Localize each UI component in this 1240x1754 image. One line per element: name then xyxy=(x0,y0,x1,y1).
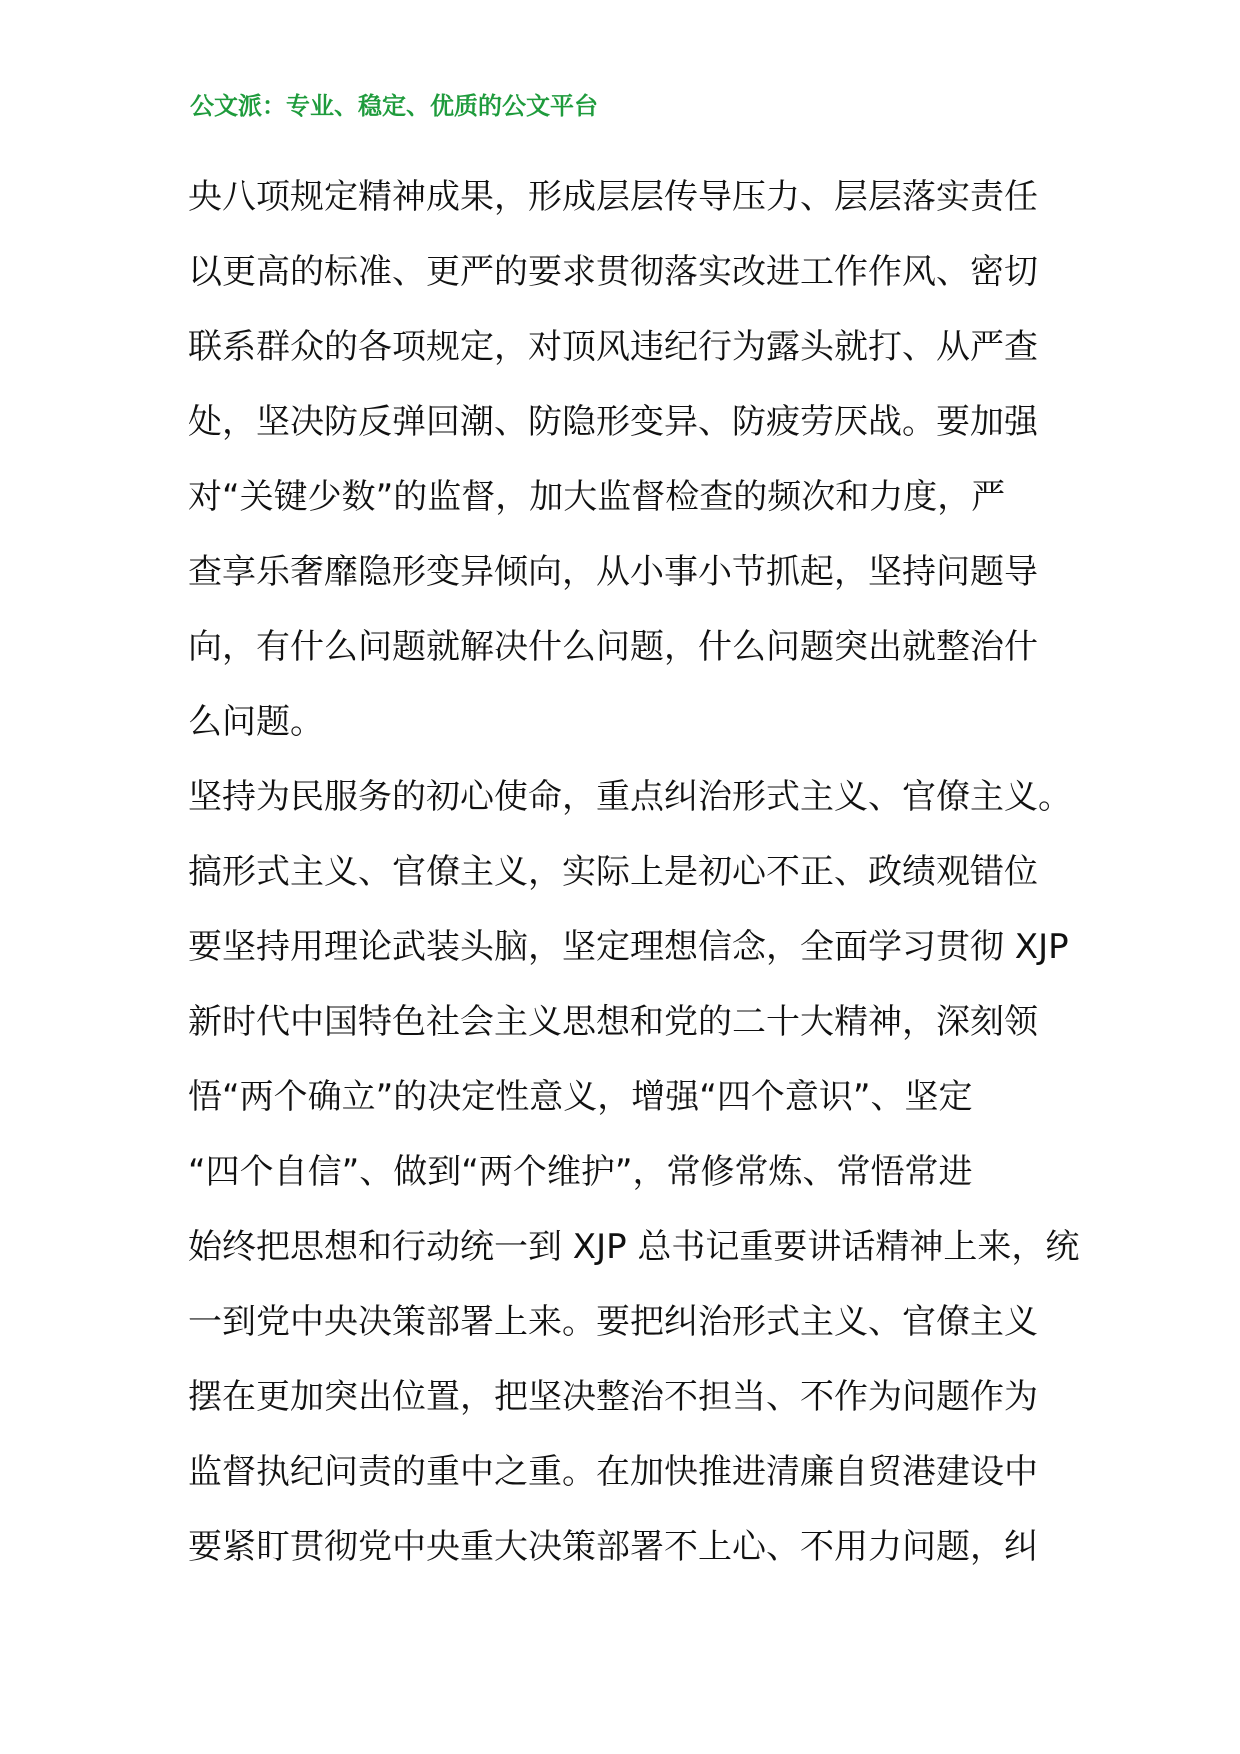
site-header: 公文派：专业、稳定、优质的公文平台 xyxy=(190,92,598,120)
text-line: 新时代中国特色社会主义思想和党的二十大精神，深刻领 xyxy=(188,1002,1038,1042)
text-line: 对“关键少数”的监督，加大监督检查的频次和力度，严 xyxy=(188,477,1006,517)
text-line: 以更高的标准、更严的要求贯彻落实改进工作作风、密切 xyxy=(188,252,1038,292)
text-line: 要坚持用理论武装头脑，坚定理想信念，全面学习贯彻 XJP xyxy=(188,927,1069,967)
text-line: 悟“两个确立”的决定性意义，增强“四个意识”、坚定 xyxy=(188,1077,973,1117)
text-line: 一到党中央决策部署上来。要把纠治形式主义、官僚主义 xyxy=(188,1302,1038,1342)
text-line: 坚持为民服务的初心使命，重点纠治形式主义、官僚主义。 xyxy=(188,777,1072,817)
text-line: 向，有什么问题就解决什么问题，什么问题突出就整治什 xyxy=(188,627,1038,667)
text-line: 要紧盯贯彻党中央重大决策部署不上心、不用力问题，纠 xyxy=(188,1527,1038,1567)
document-body xyxy=(188,160,1080,1585)
text-line: 处，坚决防反弹回潮、防隐形变异、防疲劳厌战。要加强 xyxy=(188,402,1038,442)
text-line: 搞形式主义、官僚主义，实际上是初心不正、政绩观错位 xyxy=(188,852,1038,892)
text-line: 监督执纪问责的重中之重。在加快推进清廉自贸港建设中 xyxy=(188,1452,1038,1492)
text-line: 联系群众的各项规定，对顶风违纪行为露头就打、从严查 xyxy=(188,327,1038,367)
text-line: 央八项规定精神成果，形成层层传导压力、层层落实责任 xyxy=(188,177,1038,217)
text-line: 始终把思想和行动统一到 XJP 总书记重要讲话精神上来，统 xyxy=(188,1227,1080,1267)
text-line: 么问题。 xyxy=(188,702,324,742)
text-line: 摆在更加突出位置，把坚决整治不担当、不作为问题作为 xyxy=(188,1377,1038,1417)
text-line: 查享乐奢靡隐形变异倾向，从小事小节抓起，坚持问题导 xyxy=(188,552,1038,592)
text-line: “四个自信”、做到“两个维护”，常修常炼、常悟常进 xyxy=(188,1152,973,1192)
